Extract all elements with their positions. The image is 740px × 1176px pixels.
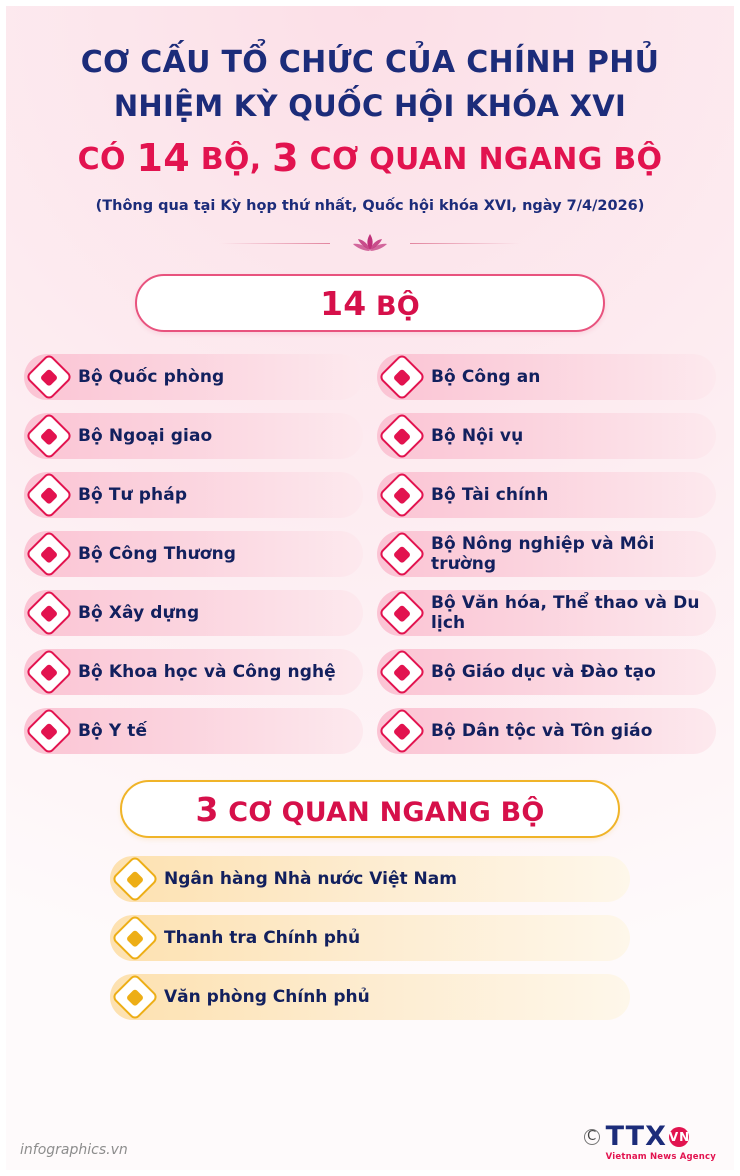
page-subtitle: (Thông qua tại Kỳ họp thứ nhất, Quốc hội khóa XVI, ngày 7/4/2026) xyxy=(95,198,645,215)
agency-label: Thanh tra Chính phủ xyxy=(164,928,361,949)
ministry-label: Bộ Tư pháp xyxy=(78,485,188,506)
list-item xyxy=(110,974,630,1020)
lotus-icon xyxy=(347,230,393,260)
ministry-label: Bộ Giáo dục và Đào tạo xyxy=(431,662,656,683)
ministry-label: Bộ Công an xyxy=(431,367,541,388)
page-title-line-2: NHIỆM KỲ QUỐC HỘI KHÓA XVI xyxy=(113,89,627,124)
ttxvn-logo xyxy=(606,1123,716,1162)
agency-label: Ngân hàng Nhà nước Việt Nam xyxy=(164,869,457,890)
list-item xyxy=(377,354,716,400)
list-item xyxy=(377,649,716,695)
ministry-label: Bộ Công Thương xyxy=(78,544,237,565)
diamond-bullet-icon xyxy=(25,412,73,460)
diamond-bullet-icon xyxy=(378,707,426,755)
ministries-grid xyxy=(24,354,716,754)
agencies-count-suffix: CƠ QUAN NGANG BỘ xyxy=(218,796,545,828)
ministries-count: 14 xyxy=(320,283,367,323)
list-item xyxy=(24,354,363,400)
diamond-bullet-icon xyxy=(378,412,426,460)
section-header-ministries-label xyxy=(320,284,420,323)
divider xyxy=(220,230,520,256)
list-item xyxy=(24,472,363,518)
ministries-count-suffix: BỘ xyxy=(366,290,420,322)
ministry-label: Bộ Nông nghiệp và Môi trường xyxy=(431,534,655,575)
divider-rule-right xyxy=(410,243,520,244)
title-prefix: CÓ xyxy=(77,141,137,177)
diamond-bullet-icon xyxy=(25,589,73,637)
diamond-bullet-icon xyxy=(25,471,73,519)
ministry-label: Bộ Y tế xyxy=(78,721,148,742)
ministry-label: Bộ Tài chính xyxy=(431,485,549,506)
diamond-bullet-icon xyxy=(25,530,73,578)
list-item xyxy=(24,590,363,636)
diamond-bullet-icon xyxy=(378,353,426,401)
footer xyxy=(6,1116,734,1170)
diamond-bullet-icon xyxy=(111,973,159,1021)
list-item xyxy=(24,649,363,695)
title-count-agencies: 3 xyxy=(272,135,299,180)
logo-block xyxy=(584,1123,716,1162)
page-title-line-3 xyxy=(6,134,734,183)
list-item xyxy=(24,413,363,459)
title-count-ministries: 14 xyxy=(136,135,191,180)
ministry-label: Bộ Nội vụ xyxy=(431,426,524,447)
title-block xyxy=(6,6,734,214)
copyright-icon: C xyxy=(584,1129,600,1145)
ttxvn-agency-name: Vietnam News Agency xyxy=(605,1152,716,1162)
section-header-ministries xyxy=(135,274,605,332)
list-item xyxy=(377,708,716,754)
diamond-bullet-icon xyxy=(25,353,73,401)
list-item xyxy=(110,856,630,902)
list-item xyxy=(377,590,716,636)
diamond-bullet-icon xyxy=(111,855,159,903)
ttxvn-logo-text: TTX xyxy=(605,1121,667,1152)
ministry-label: Bộ Quốc phòng xyxy=(78,367,225,388)
diamond-bullet-icon xyxy=(378,471,426,519)
list-item xyxy=(377,531,716,577)
diamond-bullet-icon xyxy=(378,648,426,696)
section-header-agencies xyxy=(120,780,620,838)
list-item xyxy=(110,915,630,961)
list-item xyxy=(24,708,363,754)
ministry-label: Bộ Khoa học và Công nghệ xyxy=(78,662,336,683)
footer-website: infographics.vn xyxy=(20,1142,128,1158)
infographic-background xyxy=(6,6,734,1170)
ministry-label: Bộ Dân tộc và Tôn giáo xyxy=(431,721,653,742)
diamond-bullet-icon xyxy=(111,914,159,962)
ministry-label: Bộ Ngoại giao xyxy=(78,426,213,447)
ministry-label: Bộ Văn hóa, Thể thao và Du lịch xyxy=(431,593,700,634)
page-title-line-1: CƠ CẤU TỔ CHỨC CỦA CHÍNH PHỦ xyxy=(80,45,660,80)
list-item xyxy=(377,472,716,518)
divider-rule-left xyxy=(220,243,330,244)
title-mid: BỘ, xyxy=(190,141,273,177)
title-suffix: CƠ QUAN NGANG BỘ xyxy=(298,141,663,177)
ttxvn-logo-badge: VN xyxy=(669,1127,689,1147)
list-item xyxy=(24,531,363,577)
section-header-agencies-label xyxy=(195,790,544,829)
diamond-bullet-icon xyxy=(378,530,426,578)
diamond-bullet-icon xyxy=(25,707,73,755)
agencies-count: 3 xyxy=(195,789,219,829)
diamond-bullet-icon xyxy=(378,589,426,637)
ministry-label: Bộ Xây dựng xyxy=(78,603,200,624)
ttxvn-logo-mark xyxy=(606,1123,716,1150)
agency-label: Văn phòng Chính phủ xyxy=(164,987,370,1008)
diamond-bullet-icon xyxy=(25,648,73,696)
list-item xyxy=(377,413,716,459)
agencies-list xyxy=(110,856,630,1020)
